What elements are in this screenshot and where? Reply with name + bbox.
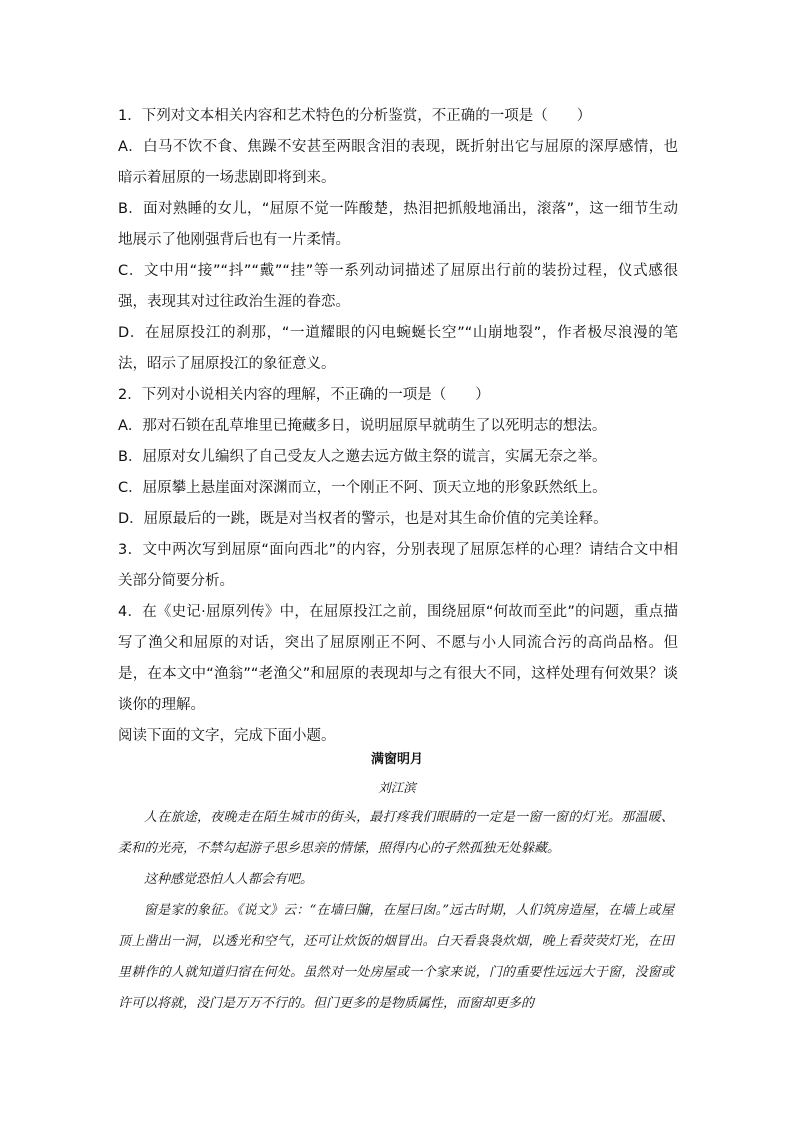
- question-3: 3．文中两次写到屈原“面向西北”的内容，分别表现了屈原怎样的心理？请结合文中相关部分简要分析。: [118, 542, 678, 589]
- reading-instruction: 阅读下面的文字，完成下面小题。: [118, 728, 336, 744]
- passage-paragraph: 这种感觉恐怕人人都会有吧。: [144, 872, 314, 887]
- question-1-option-c: C．文中用“接”“抖”“戴”“挂”等一系列动词描述了屈原出行前的装扮过程，仪式感很强，表现其对过往政治生涯的眷恋。: [118, 263, 678, 310]
- passage-body: [118, 802, 674, 1019]
- passage-author: 刘江滨: [378, 780, 416, 795]
- question-4: 4．在《史记·屈原列传》中，在屈原投江之前，围绕屈原“何故而至此”的问题，重点描写了渔父和屈原的对话，突出了屈原刚正不阿、不愿与小人同流合污的高尚品格。但是，在本文中“渔翁”“老渔父”和屈原的表现却与之有很大不同，这样处理有何效果？谈谈你的理解。: [118, 604, 678, 713]
- passage-paragraph: 窗是家的象征。《说文》云：“在墙曰牖，在屋曰囱。”远古时期，人们筑房造屋，在墙上或屋顶上凿出一洞，以透光和空气，还可让炊饭的烟冒出。白天看袅袅炊烟，晚上看荧荧灯光，在田里耕作的人就知道归宿在何处。虽然对一处房屋或一个家来说，门的重要性远远大于窗，没窗或许可以将就，没门是万万不行的。但门更多的是物质属性，而窗却更多的: [118, 903, 674, 1011]
- question-2-option-d: D．屈原最后的一跳，既是对当权者的警示，也是对其生命价值的完美诠释。: [118, 511, 608, 527]
- question-2-stem: 2．下列对小说相关内容的理解，不正确的一项是（ ）: [118, 387, 490, 403]
- question-1-option-b: B．面对熟睡的女儿，“屈原不觉一阵酸楚，热泪把抓般地涌出，滚落”，这一细节生动地展示了他刚强背后也有一片柔情。: [118, 201, 678, 248]
- question-2-option-c: C．屈原攀上悬崖面对深渊而立，一个刚正不阿、顶天立地的形象跃然纸上。: [118, 480, 607, 496]
- passage-paragraph: 人在旅途，夜晚走在陌生城市的街头，最打疼我们眼睛的一定是一窗一窗的灯光。那温暖、柔和的光亮，不禁勾起游子思乡思亲的情愫，照得内心的孑然孤独无处躲藏。: [118, 810, 674, 856]
- question-1-option-a: A．白马不饮不食、焦躁不安甚至两眼含泪的表现，既折射出它与屈原的深厚感情，也暗示着屈原的一场悲剧即将到来。: [118, 139, 678, 186]
- question-1-option-d: D．在屈原投江的刹那，“一道耀眼的闪电蜿蜒长空”“山崩地裂”，作者极尽浪漫的笔法，昭示了屈原投江的象征意义。: [118, 325, 678, 372]
- passage-title: 满窗明月: [370, 752, 423, 767]
- question-2-option-b: B．屈原对女儿编织了自己受友人之邀去远方做主祭的谎言，实属无奈之举。: [118, 449, 607, 465]
- question-list: [118, 101, 678, 752]
- question-2-option-a: A．那对石锁在乱草堆里已掩藏多日，说明屈原早就萌生了以死明志的想法。: [118, 418, 607, 434]
- question-1-stem: 1．下列对文本相关内容和艺术特色的分析鉴赏，不正确的一项是（ ）: [118, 108, 592, 124]
